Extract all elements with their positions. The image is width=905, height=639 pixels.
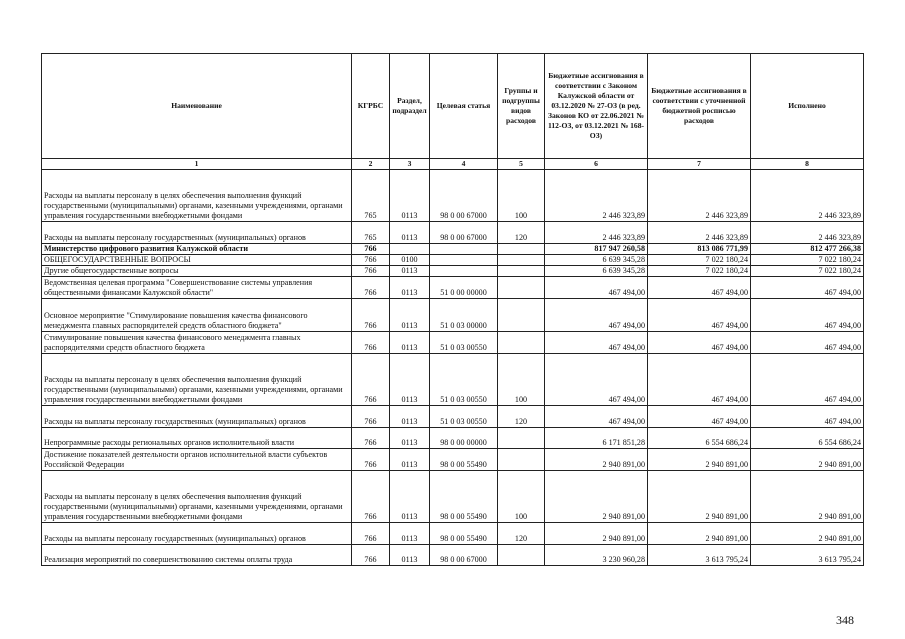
row-section: 0113: [390, 299, 430, 332]
row-law-allocation: 2 940 891,00: [545, 471, 648, 523]
row-kgrbs: 766: [352, 354, 390, 406]
row-law-allocation: 467 494,00: [545, 277, 648, 299]
row-name: Непрограммные расходы региональных органов исполнительной власти: [42, 428, 352, 449]
row-name: Реализация мероприятий по совершенствованию системы оплаты труда: [42, 545, 352, 566]
row-expense-group: 120: [498, 406, 545, 428]
table-row: [42, 244, 864, 255]
row-executed: 2 940 891,00: [751, 449, 864, 471]
table-row: [42, 277, 864, 299]
row-expense-group: [498, 299, 545, 332]
row-law-allocation: 2 446 323,89: [545, 222, 648, 244]
row-executed: 467 494,00: [751, 354, 864, 406]
row-kgrbs: 766: [352, 471, 390, 523]
row-list-allocation: 6 554 686,24: [648, 428, 751, 449]
row-law-allocation: 467 494,00: [545, 354, 648, 406]
column-number: 7: [648, 159, 751, 170]
row-list-allocation: 2 446 323,89: [648, 222, 751, 244]
row-name: ОБЩЕГОСУДАРСТВЕННЫЕ ВОПРОСЫ: [42, 255, 352, 266]
header-target-article: Целевая статья: [430, 54, 498, 159]
table-row: [42, 545, 864, 566]
row-list-allocation: 467 494,00: [648, 277, 751, 299]
row-law-allocation: 6 639 345,28: [545, 255, 648, 266]
row-list-allocation: 2 940 891,00: [648, 471, 751, 523]
row-name: Ведомственная целевая программа "Совершенствование системы управления общественными финансами Калужской области": [42, 277, 352, 299]
row-section: 0113: [390, 277, 430, 299]
table-row: [42, 428, 864, 449]
row-kgrbs: 766: [352, 277, 390, 299]
row-list-allocation: 467 494,00: [648, 332, 751, 354]
row-expense-group: [498, 277, 545, 299]
header-name: Наименование: [42, 54, 352, 159]
row-law-allocation: 467 494,00: [545, 332, 648, 354]
row-list-allocation: 7 022 180,24: [648, 255, 751, 266]
row-target-article: 98 0 00 67000: [430, 545, 498, 566]
row-executed: 2 446 323,89: [751, 170, 864, 222]
row-section: 0113: [390, 266, 430, 277]
row-expense-group: [498, 244, 545, 255]
page-number: 348: [836, 613, 854, 627]
row-name: Расходы на выплаты персоналу государственных (муниципальных) органов: [42, 406, 352, 428]
column-number: 8: [751, 159, 864, 170]
row-section: 0113: [390, 222, 430, 244]
row-expense-group: 120: [498, 222, 545, 244]
table-row: [42, 299, 864, 332]
row-name: Расходы на выплаты персоналу в целях обеспечения выполнения функций государственными (муниципальными) органами, казенными учреждениями, органами управления государственными внебюджетными фондами: [42, 354, 352, 406]
row-law-allocation: 817 947 260,58: [545, 244, 648, 255]
row-expense-group: [498, 449, 545, 471]
row-name: Расходы на выплаты персоналу государственных (муниципальных) органов: [42, 222, 352, 244]
row-kgrbs: 766: [352, 299, 390, 332]
row-kgrbs: 766: [352, 332, 390, 354]
column-number: 4: [430, 159, 498, 170]
row-name: Расходы на выплаты персоналу государственных (муниципальных) органов: [42, 523, 352, 545]
header-law-allocations: Бюджетные ассигнования в соответствии с Законом Калужской области от 03.12.2020 № 27-ОЗ (в ред. Законов КО от 22.06.2021 № 112-ОЗ, от 03.12.2021 № 168-ОЗ): [545, 54, 648, 159]
row-list-allocation: 2 940 891,00: [648, 449, 751, 471]
column-number: 5: [498, 159, 545, 170]
row-section: 0113: [390, 545, 430, 566]
row-name: Другие общегосударственные вопросы: [42, 266, 352, 277]
row-law-allocation: 467 494,00: [545, 406, 648, 428]
row-law-allocation: 3 230 960,28: [545, 545, 648, 566]
row-target-article: 98 0 00 55490: [430, 449, 498, 471]
row-kgrbs: 766: [352, 244, 390, 255]
row-executed: 467 494,00: [751, 277, 864, 299]
column-number: 1: [42, 159, 352, 170]
header-section: Раздел, подраздел: [390, 54, 430, 159]
row-section: 0113: [390, 170, 430, 222]
row-expense-group: 100: [498, 471, 545, 523]
row-section: 0113: [390, 523, 430, 545]
row-executed: 2 446 323,89: [751, 222, 864, 244]
row-target-article: 51 0 00 00000: [430, 277, 498, 299]
row-expense-group: 120: [498, 523, 545, 545]
row-target-article: 98 0 00 55490: [430, 523, 498, 545]
table-row: [42, 266, 864, 277]
row-executed: 812 477 266,38: [751, 244, 864, 255]
row-section: 0113: [390, 332, 430, 354]
row-list-allocation: 467 494,00: [648, 354, 751, 406]
row-kgrbs: 766: [352, 545, 390, 566]
row-kgrbs: 766: [352, 406, 390, 428]
table-header-row: [42, 54, 864, 159]
row-kgrbs: 766: [352, 523, 390, 545]
row-executed: 7 022 180,24: [751, 266, 864, 277]
row-name: Министерство цифрового развития Калужской области: [42, 244, 352, 255]
row-list-allocation: 467 494,00: [648, 299, 751, 332]
table-row: [42, 471, 864, 523]
row-name: Основное мероприятие "Стимулирование повышения качества финансового менеджмента главных распорядителей средств областного бюджета": [42, 299, 352, 332]
header-list-allocations: Бюджетные ассигнования в соответствии с уточненной бюджетной росписью расходов: [648, 54, 751, 159]
row-name: Стимулирование повышения качества финансового менеджмента главных распорядителями средств областного бюджета: [42, 332, 352, 354]
row-law-allocation: 2 940 891,00: [545, 523, 648, 545]
header-expense-groups: Группы и подгруппы видов расходов: [498, 54, 545, 159]
header-executed: Исполнено: [751, 54, 864, 159]
row-target-article: [430, 244, 498, 255]
row-executed: 6 554 686,24: [751, 428, 864, 449]
row-executed: 7 022 180,24: [751, 255, 864, 266]
row-expense-group: 100: [498, 354, 545, 406]
row-list-allocation: 2 446 323,89: [648, 170, 751, 222]
row-section: 0113: [390, 354, 430, 406]
row-list-allocation: 7 022 180,24: [648, 266, 751, 277]
row-executed: 3 613 795,24: [751, 545, 864, 566]
row-list-allocation: 3 613 795,24: [648, 545, 751, 566]
table-row: [42, 222, 864, 244]
table-row: [42, 255, 864, 266]
column-numbers-row: [42, 159, 864, 170]
row-target-article: 51 0 03 00000: [430, 299, 498, 332]
table-row: [42, 170, 864, 222]
row-law-allocation: 2 940 891,00: [545, 449, 648, 471]
table-row: [42, 332, 864, 354]
row-expense-group: [498, 428, 545, 449]
row-list-allocation: 813 086 771,99: [648, 244, 751, 255]
row-law-allocation: 2 446 323,89: [545, 170, 648, 222]
row-target-article: [430, 255, 498, 266]
row-target-article: 98 0 00 67000: [430, 170, 498, 222]
row-section: [390, 244, 430, 255]
column-number: 6: [545, 159, 648, 170]
row-law-allocation: 6 639 345,28: [545, 266, 648, 277]
row-section: 0113: [390, 428, 430, 449]
row-section: 0100: [390, 255, 430, 266]
row-kgrbs: 765: [352, 170, 390, 222]
row-target-article: 98 0 00 00000: [430, 428, 498, 449]
row-expense-group: [498, 266, 545, 277]
row-expense-group: 100: [498, 170, 545, 222]
column-number: 2: [352, 159, 390, 170]
table-row: [42, 354, 864, 406]
row-section: 0113: [390, 406, 430, 428]
row-list-allocation: 467 494,00: [648, 406, 751, 428]
row-kgrbs: 766: [352, 428, 390, 449]
row-kgrbs: 766: [352, 449, 390, 471]
row-section: 0113: [390, 471, 430, 523]
budget-execution-table: [41, 53, 864, 566]
row-executed: 467 494,00: [751, 299, 864, 332]
row-kgrbs: 766: [352, 266, 390, 277]
row-executed: 2 940 891,00: [751, 471, 864, 523]
table-body: [42, 170, 864, 566]
table-row: [42, 523, 864, 545]
header-kgrbs: КГРБС: [352, 54, 390, 159]
row-target-article: 51 0 03 00550: [430, 354, 498, 406]
row-law-allocation: 467 494,00: [545, 299, 648, 332]
row-name: Достижение показателей деятельности органов исполнительной власти субъектов Российской Федерации: [42, 449, 352, 471]
row-name: Расходы на выплаты персоналу в целях обеспечения выполнения функций государственными (муниципальными) органами, казенными учреждениями, органами управления государственными внебюджетными фондами: [42, 471, 352, 523]
row-name: Расходы на выплаты персоналу в целях обеспечения выполнения функций государственными (муниципальными) органами, казенными учреждениями, органами управления государственными внебюджетными фондами: [42, 170, 352, 222]
row-section: 0113: [390, 449, 430, 471]
row-expense-group: [498, 545, 545, 566]
row-executed: 2 940 891,00: [751, 523, 864, 545]
row-target-article: 98 0 00 67000: [430, 222, 498, 244]
table-row: [42, 449, 864, 471]
row-target-article: [430, 266, 498, 277]
row-executed: 467 494,00: [751, 406, 864, 428]
row-expense-group: [498, 332, 545, 354]
row-executed: 467 494,00: [751, 332, 864, 354]
row-list-allocation: 2 940 891,00: [648, 523, 751, 545]
row-expense-group: [498, 255, 545, 266]
row-law-allocation: 6 171 851,28: [545, 428, 648, 449]
row-kgrbs: 766: [352, 255, 390, 266]
table-row: [42, 406, 864, 428]
row-target-article: 51 0 03 00550: [430, 332, 498, 354]
column-number: 3: [390, 159, 430, 170]
row-kgrbs: 765: [352, 222, 390, 244]
row-target-article: 51 0 03 00550: [430, 406, 498, 428]
row-target-article: 98 0 00 55490: [430, 471, 498, 523]
